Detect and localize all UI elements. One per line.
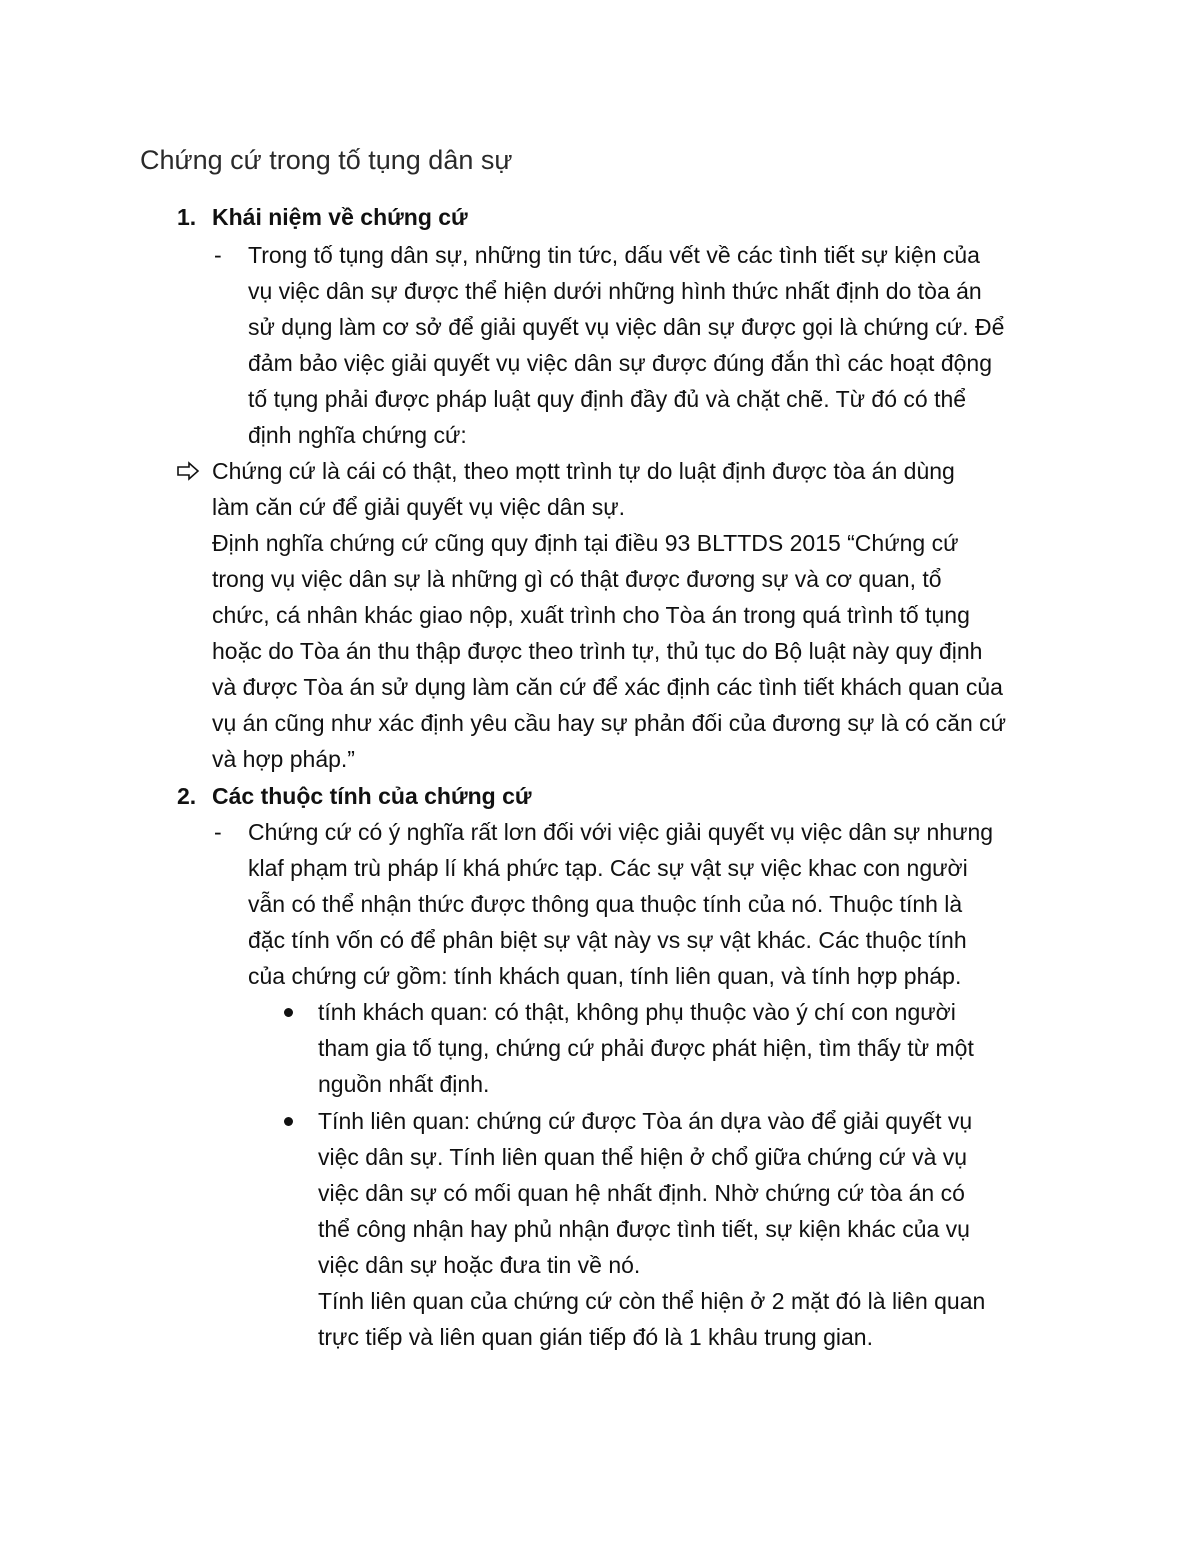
section-1-paragraph-line: đảm bảo việc giải quyết vụ việc dân sự được đúng đắn thì các hoạt động xyxy=(248,350,993,376)
definition-line: vụ án cũng như xác định yêu cầu hay sự phản đối của đương sự là có căn cứ xyxy=(212,710,1007,736)
section-1-paragraph-line: tố tụng phải được pháp luật quy định đầy đủ và chặt chẽ. Từ đó có thể xyxy=(248,386,967,412)
definition-line: trong vụ việc dân sự là những gì có thật được đương sự và cơ quan, tổ xyxy=(212,566,942,592)
section-1-paragraph-line: sử dụng làm cơ sở để giải quyết vụ việc dân sự được gọi là chứng cứ. Để xyxy=(248,314,1005,340)
bullet-icon xyxy=(284,1117,293,1126)
arrow-right-icon xyxy=(176,461,200,481)
section-1-paragraph-line: Trong tố tụng dân sự, những tin tức, dấu vết về các tình tiết sự kiện của xyxy=(248,242,980,268)
bullet-icon xyxy=(284,1008,293,1017)
bullet-2-line: Tính liên quan của chứng cứ còn thể hiện ở 2 mặt đó là liên quan xyxy=(318,1288,986,1314)
definition-line: hoặc do Tòa án thu thập được theo trình tự, thủ tục do Bộ luật này quy định xyxy=(212,638,983,664)
bullet-2-line: trực tiếp và liên quan gián tiếp đó là 1 khâu trung gian. xyxy=(318,1324,873,1350)
definition-line: và được Tòa án sử dụng làm căn cứ để xác định các tình tiết khách quan của xyxy=(212,674,1003,700)
document-title: Chứng cứ trong tố tụng dân sự xyxy=(140,145,513,175)
section-1-paragraph-line: định nghĩa chứng cứ: xyxy=(248,422,467,448)
bullet-1-line: tham gia tố tụng, chứng cứ phải được phát hiện, tìm thấy từ một xyxy=(318,1035,974,1061)
bullet-1-line: nguồn nhất định. xyxy=(318,1071,490,1097)
definition-line: và hợp pháp.” xyxy=(212,746,355,772)
section-2-paragraph-line: của chứng cứ gồm: tính khách quan, tính liên quan, và tính hợp pháp. xyxy=(248,963,962,989)
bullet-2-line: việc dân sự hoặc đưa tin về nó. xyxy=(318,1252,641,1278)
bullet-2-line: việc dân sự có mối quan hệ nhất định. Nhờ chứng cứ tòa án có xyxy=(318,1180,965,1206)
definition-line: chức, cá nhân khác giao nộp, xuất trình cho Tòa án trong quá trình tố tụng xyxy=(212,602,970,628)
section-1-paragraph-line: vụ việc dân sự được thể hiện dưới những hình thức nhất định do tòa án xyxy=(248,278,982,304)
section-1-dash: - xyxy=(214,242,222,268)
section-1-heading: Khái niệm về chứng cứ xyxy=(212,204,468,230)
definition-line: Định nghĩa chứng cứ cũng quy định tại điều 93 BLTTDS 2015 “Chứng cứ xyxy=(212,530,959,556)
bullet-2-line: việc dân sự. Tính liên quan thể hiện ở chổ giữa chứng cứ và vụ xyxy=(318,1144,968,1170)
section-2-number: 2. xyxy=(177,783,197,809)
section-2-dash: - xyxy=(214,819,222,845)
bullet-2-line: Tính liên quan: chứng cứ được Tòa án dựa vào để giải quyết vụ xyxy=(318,1108,973,1134)
arrow-item-line: Chứng cứ là cái có thật, theo mọtt trình tự do luật định được tòa án dùng xyxy=(212,458,955,484)
section-2-paragraph-line: klaf phạm trù pháp lí khá phức tạp. Các sự vật sự việc khac con người xyxy=(248,855,968,881)
bullet-2-line: thể công nhận hay phủ nhận được tình tiết, sự kiện khác của vụ xyxy=(318,1216,970,1242)
arrow-item-line: làm căn cứ để giải quyết vụ việc dân sự. xyxy=(212,494,626,520)
bullet-1-line: tính khách quan: có thật, không phụ thuộc vào ý chí con người xyxy=(318,999,956,1025)
section-2-paragraph-line: đặc tính vốn có để phân biệt sự vật này vs sự vật khác. Các thuộc tính xyxy=(248,927,967,953)
section-1-number: 1. xyxy=(177,204,197,230)
section-2-heading: Các thuộc tính của chứng cứ xyxy=(212,783,532,809)
section-2-paragraph-line: vẫn có thể nhận thức được thông qua thuộc tính của nó. Thuộc tính là xyxy=(248,891,963,917)
section-2-paragraph-line: Chứng cứ có ý nghĩa rất lơn đối với việc giải quyết vụ việc dân sự nhưng xyxy=(248,819,994,845)
